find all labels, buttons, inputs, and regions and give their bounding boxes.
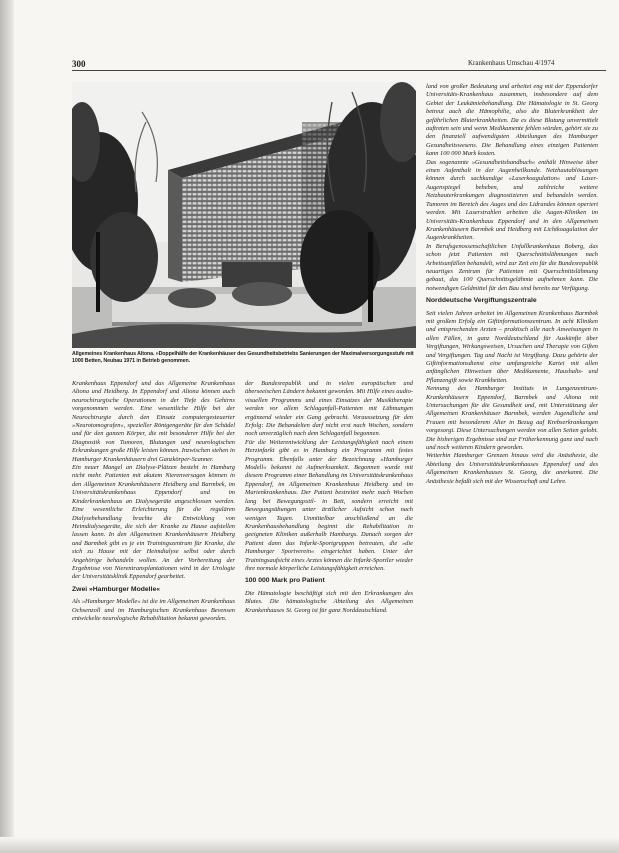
paragraph: Krankenhaus Eppendorf und das Allgemeine Krankenhaus Altona und Heidberg. In Eppendorf und Altona können auch neurochirurgische Operationen in der Tiefe des Gehirns vorgenommen werden. Eine wesentliche Hilfe bei der Neurochirurgie durch den Einsatz computergesteuerter »Neurotomografen«, spezieller Röntgengeräte für den Schädel und für den ganzen Körper, die mit besonderer Hilfe bei der Diagnostik von Tumoren, Blutungen und neurologischen Erkrankungen große Hilfe leisten können. Inzwischen stehen in Hamburger Krankenhäusern drei Ganzkörper-Scanner. <box>72 380 235 463</box>
paragraph: Das sogenannte »Gesundheitshandbuch« enthält Hinweise über einen Aufenthalt in der Augenheilkunde. Netzhautablösungen können durch sachkundige »Laserkoagulation« und Laser-Augenspiegel beheben, und zahlreiche weitere Netzhauterkrankungen diagnostizieren und behandeln werden. Tumoren im Bereich des Auges und des Lidrandes können operiert werden. Mit Laserstrahlen arbeiten die Augen-Kliniken im Universitäts-Krankenhaus Eppendorf und in den Allgemeinen Krankenhäusern Barmbek und Heidberg mit Lichtkoagulation der Augenkrankheiten. <box>426 158 598 242</box>
section-heading: Zwei »Hamburger Modelle« <box>72 585 161 593</box>
section-heading: Norddeutsche Vergiftungszentrale <box>426 297 537 305</box>
header-rule <box>72 70 606 71</box>
paragraph: Nennung des Hamburger Instituts in Lungenzentrum-Krankenhäusern Eppendorf, Barmbek und Altona mit Untersuchungen für die Gesundheit und, mit Unterstützung der Allgemeinen Krankenhäuser Barmbek, werden Jugendliche und Frauen mit besonderem Alter in Bezug auf Krebserkrankungen vorgesorgt. Diese Untersuchungen werden von allen Seiten gelobt. Die bisherigen Ergebnisse sind zur Früherkennung ganz und nach und noch weiteren Kindern geworden. <box>426 385 598 452</box>
figure-caption: Allgemeines Krankenhaus Altona. »Doppelhälfe der Krankenhäuser des Gesundheitsbetriebs Sanierungen der Maximalversorgungsstufe mit 1000 Betten, Neubau 1971 in Betrieb genommen. <box>72 351 414 364</box>
scan-shadow-left <box>0 0 14 853</box>
running-head: Krankenhaus Umschau 4/1974 <box>468 59 555 67</box>
text-column-3 <box>426 83 598 486</box>
scan-shadow-bottom <box>0 837 619 853</box>
page-number: 300 <box>72 59 86 69</box>
hospital-photo-image <box>72 82 416 348</box>
paragraph: Für die Weiterentwicklung der Leistungsfähigkeit nach einem Herzinfarkt gibt es in Hamburg ein Programm mit festes Programm. Ebenfalls unter der Bezeichnung »Hamburger Modell« bekannt ist Aufmerksamkeit. Begonnen wurde mit diesem Programm einer Behandlung im Universitätskrankenhaus Eppendorf, im Allgemeinen Krankenhaus Heidberg und im Marienkrankenhaus. Der Patient bestreitet mehr nach Wochen lang bei Bewegungsstil- in Bett, sondern erreicht mit Bewegungsübungen unter ärztlicher Aufsicht schon nach wenigen Tagen. Unmittelbar anschließend an die Krankenhausbehandlung beginnt die Rehabilitation in geeigneten Kliniken außerhalb Hamburgs. Danach sorgen der Patient dann das Infarkt-Sportgruppen betreuten, die »die Hamburger Sportverein« eingerichtet haben. Unter der Trainingsaufsicht eines Arztes können die Infarkt-Sportler wieder ihre normale körperliche Leistungsfähigkeit erreichen. <box>245 438 413 572</box>
text-column-1 <box>72 380 235 623</box>
paragraph: Ein neuer Mangel an Dialyse-Plätzen besteht in Hamburg nicht mehr. Patienten mit akutem Nierenversagen können in den Allgemeinen Krankenhäusern Heidberg und Barmbek, im Universitätskrankenhaus Eppendorf und im Kinderkrankenhaus an Dialysegeräte angeschlossen werden. Eine wesentliche Erleichterung für die regulären Dialysebehandlung brachte die Entwicklung von Heimdialysegeräte, die sich der Kranke zu Hause aufstellen lassen kann. In den Allgemeinen Krankenhäusern Heidberg und Barmbek gibt es je ein Trainingszentrum für Kranke, die sich zu Hause mit der Heimdialyse selbst oder durch Angehörige behandeln wollen. An der Vorbereitung der Ergebnisse von Nierentransplantationen wird in der Urologie der Universitätsklinik Eppendorf gearbeitet. <box>72 464 235 581</box>
paragraph: land von großer Bedeutung und arbeitet eng mit der Eppendorfer Universitäts-Krankenhaus zusammen, insbesondere auf dem Gebiet der Leukämiebehandlung. Die Hämatologie in St. Georg betreut auch die Hämophilie, also die Bluterkrankheit der gefährlichen Bluterkrankheiten. Da es diese Blutung unvermittelt auftreten sein und wenn Medikamente fehlen würden, gehört sie zu den finanziell aufwendigsten Abteilungen des Hamburger Gesundheitswesens. Die Behandlung eines einzigen Patienten kann 100 000 Mark kosten. <box>426 83 598 158</box>
paragraph: Als »Hamburger Modelle« ist die im Allgemeinen Krankenhaus Ochsenzoll und im Hamburgischen Krankenhaus Bevensen entwickelte neurologische Rehabilitation bekannt geworden. <box>72 598 235 622</box>
section-heading: 100 000 Mark pro Patient <box>245 577 325 585</box>
paragraph: In Berufsgenossenschaftlichen Unfallkrankenhaus Boberg, das schon jetzt Patienten mit Querschnittslähmungen nach Arbeitsunfällen behandelt, wird zur Zeit ein für die Bundesrepublik neuartiges Zentrum für Patienten mit Querschnittslähmung gebaut, das 100 Querschnittsgelähmte aufnehmen kann. Die notwendigen Geldmittel für den Bau sind bereits zur Verfügung. <box>426 242 598 292</box>
paragraph: Weiterhin Hamburger Grenzen hinaus wird die Anästhesie, die Abteilung des Universitätskrankenhauses Eppendorf und des Allgemeinen Krankenhauses St. Georg, die anerkannt. Die Anästhesie befaßt sich mit der Wissenschaft und Lehre. <box>426 452 598 485</box>
hospital-photo <box>72 82 416 348</box>
paragraph: der Bundesrepublik und in vielen europäischen und überseeischen Ländern bekannt geworden. Mit Hilfe eines audio-visuellen Programms und eines Einsatzes der Musiktherapie werden vor allem Schlaganfall-Patienten mit Lähmungen ergänzend wieder ein Gang gebracht. Voraussetzung für den Erfolg: Die Behandelten darf nicht erst nach Wochen, sondern noch unverzüglich nach dem Schlaganfall begonnen. <box>245 380 413 438</box>
paragraph: Seit vielen Jahren arbeitet im Allgemeinen Krankenhaus Barmbek mit großem Erfolg ein Giftinformationszentrum. In acht Kliniken und entsprechenden Arzten – praktisch alle nach Anweisungen in allen Fällen, in ganz Norddeutschland für Auskünfte über Vergiftungen, Wirkungsweisen, Ursachen und Therapie von Giften und Vergiftungen. Tag und Nacht ist Vergiftung. Dazu gehörte der Giftinformationsdienst eine umfangreiche Kartei mit allen anfänglichen Hinweisen über Medikamente, Haushalts- und Pflanzengift sowie Krankheiten. <box>426 309 598 384</box>
text-column-2 <box>245 380 413 615</box>
paragraph: Die Hämatologie beschäftigt sich mit den Erkrankungen des Blutes. Die hämatologische Abteilung des Allgemeinen Krankenhauses St. Georg ist für ganz Norddeutschland. <box>245 589 413 614</box>
